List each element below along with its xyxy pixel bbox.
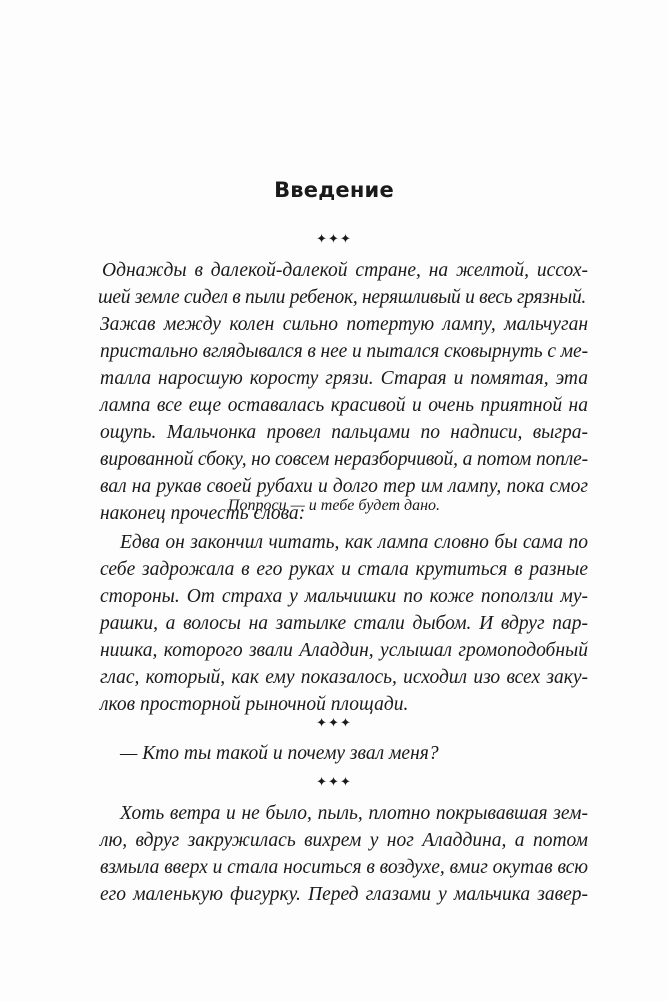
- text-line: лампа все еще оставалась красивой и очень приятной на: [100, 395, 588, 416]
- text-line: вированной сбоку, но совсем неразборчивой, а потом поплe-: [100, 449, 588, 470]
- text-line: Хоть ветра и не было, пыль, плотно покрывавшая зем-: [120, 803, 588, 824]
- text-line: пристально вглядывался в нее и пытался сковырнуть с ме-: [100, 341, 588, 362]
- section-divider: ✦✦✦: [316, 232, 352, 247]
- section-divider: ✦✦✦: [316, 775, 352, 790]
- text-line: Зажав между колен сильно потертую лампу, мальчуган: [100, 314, 588, 335]
- text-line: себе задрожала в его руках и стала крутиться в разные: [100, 559, 588, 580]
- text-line: шей земле сидел в пыли ребенок, неряшливый и весь грязный.: [98, 287, 586, 308]
- paragraph-2: [100, 529, 588, 718]
- text-line: нишка, которого звали Аладдин, услышал громоподобный: [100, 640, 588, 661]
- dialogue-line: [100, 740, 588, 767]
- text-line: глас, который, как ему показалось, исходил изо всех заку-: [100, 667, 588, 688]
- text-line: рашки, а волосы на затылке стали дыбом. И вдруг пар-: [100, 613, 588, 634]
- lamp-inscription: Попроси — и тебе будет дано.: [227, 497, 441, 514]
- paragraph-1: [100, 257, 588, 527]
- text-line: наконец прочесть слова:: [100, 503, 306, 524]
- text-line: лю, вдруг закружилась вихрем у ног Аладдина, а потом: [100, 830, 588, 851]
- text-line: стороны. От страха у мальчишки по коже поползли му-: [100, 586, 588, 607]
- text-line: лков просторной рыночной площади.: [100, 694, 409, 715]
- text-line: вал на рукав своей рубахи и долго тер им лампу, пока смог: [100, 476, 588, 497]
- text-line: — Кто ты такой и почему звал меня?: [120, 743, 439, 764]
- paragraph-3: [100, 800, 588, 908]
- text-line: Едва он закончил читать, как лампа словно бы сама по: [120, 532, 588, 553]
- text-line: взмыла вверх и стала носиться в воздухе, вмиг окутав всю: [100, 857, 588, 878]
- text-line: ощупь. Мальчонка провел пальцами по надписи, выгра-: [100, 422, 588, 443]
- chapter-heading: Введение: [274, 178, 394, 202]
- text-line: Однажды в далекой-далекой стране, на желтой, иссох-: [102, 260, 588, 281]
- text-line: его маленькую фигурку. Перед глазами у мальчика завер-: [100, 884, 588, 905]
- text-line: талла наросшую коросту грязи. Старая и помятая, эта: [100, 368, 588, 389]
- section-divider: ✦✦✦: [316, 716, 352, 731]
